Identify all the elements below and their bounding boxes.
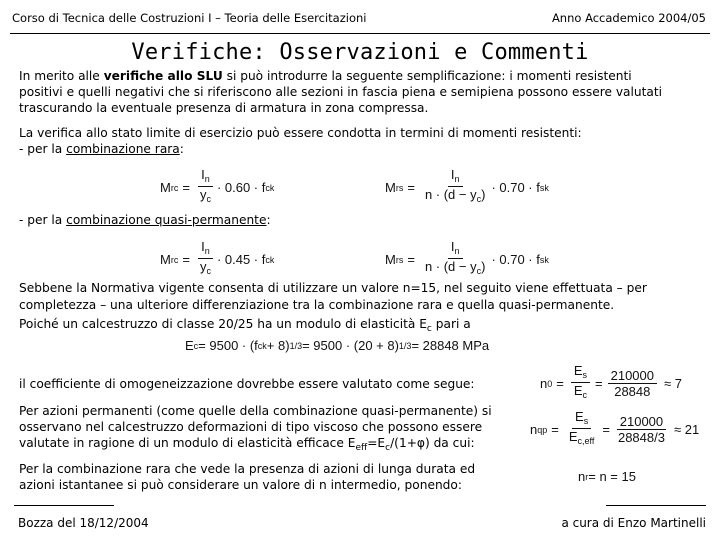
footer-rule-left	[14, 505, 114, 506]
expr: = 9500 · (20 + 8)	[302, 338, 399, 353]
approx: ≈ 21	[673, 422, 700, 437]
sub-sk: sk	[539, 254, 549, 265]
intro-line-3: trascurando la eventuale presenza di armatura in zona compressa.	[19, 101, 429, 115]
sub-0: 0	[547, 378, 553, 389]
text: valutate in ragione di un modulo di elasticità efficace E	[19, 436, 356, 450]
text: Poiché un calcestruzzo di classe 20/25 ha un modulo di elasticità E	[19, 317, 427, 331]
visc-line-3	[19, 435, 475, 456]
exponent: 1/3	[398, 340, 412, 351]
sym-M: M	[385, 252, 396, 267]
sym-I: I	[450, 239, 455, 254]
eq-mrs-qp	[385, 240, 549, 279]
rara-label	[19, 141, 184, 157]
numerator: 210000	[617, 415, 666, 430]
intro-line-1	[19, 68, 632, 84]
sub-qp: qp	[537, 424, 548, 435]
sub-n: n	[204, 174, 210, 184]
equals: =	[407, 252, 415, 267]
sym-E: E	[185, 338, 194, 353]
denominator: 28848	[614, 383, 651, 399]
eq-mrs-rara	[385, 168, 549, 207]
numerator: 210000	[608, 369, 657, 384]
fraction	[422, 240, 489, 279]
sub-c: c	[193, 340, 199, 351]
sym-E: E	[575, 409, 584, 424]
sub-c: c	[206, 266, 211, 276]
sym-y: y	[199, 187, 207, 202]
sub-ck: ck	[257, 340, 267, 351]
sub-n: n	[454, 174, 460, 184]
page-title: Verifiche: Osservazioni e Commenti	[131, 40, 589, 65]
fraction	[566, 410, 598, 449]
eq-nr	[578, 469, 636, 484]
equals: =	[595, 376, 603, 391]
fraction	[197, 168, 214, 207]
omog-text: il coefficiente di omogeneizzazione dovrebbe essere valutato come segue:	[19, 377, 475, 391]
footer-rule-right	[606, 505, 706, 506]
paren: )	[481, 187, 486, 202]
sub-ceff: c,eff	[577, 436, 595, 446]
sub-s: s	[582, 370, 588, 380]
coef: · 0.70 · f	[491, 180, 540, 195]
sym-M: M	[385, 180, 396, 195]
sym-E: E	[573, 363, 583, 378]
equals: =	[551, 422, 559, 437]
fraction	[197, 240, 214, 279]
intro-line-2: positivi e quelli negativi che si riferiscono alle sezioni in fascia piena e semipiena possono essere valutati	[19, 85, 663, 99]
equals: =	[182, 252, 190, 267]
sub-eff: eff	[355, 443, 368, 453]
value: = n = 15	[588, 469, 636, 484]
rara-line-1: Per la combinazione rara che vede la presenza di azioni di lunga durata ed	[19, 462, 476, 476]
qp-colon: :	[266, 213, 271, 227]
qp-underlined: combinazione quasi-permanente	[66, 213, 267, 227]
intro-text-2: si può introdurre la seguente semplificazione: i momenti resistenti	[222, 69, 632, 83]
normativa-line-2: completezza – una ulteriore differenziazione tra la combinazione rara e quella quasi-permanente.	[19, 298, 615, 312]
sym-n: n	[578, 469, 586, 484]
sub-c: c	[385, 443, 391, 453]
sym-y: y	[199, 259, 207, 274]
sub-rc: rc	[170, 182, 179, 193]
rara-line-2: azioni istantanee si può considerare un valore di n intermedio, ponendo:	[19, 478, 462, 492]
sym-E: E	[568, 429, 578, 444]
intro-text: In merito alle	[19, 69, 104, 83]
qp-label	[19, 212, 271, 228]
expr: = 9500 · (f	[198, 338, 258, 353]
equals: =	[182, 180, 190, 195]
rara-prefix: - per la	[19, 142, 67, 156]
den-text: n · (d − y	[424, 259, 477, 274]
rara-colon: :	[179, 142, 184, 156]
sym-M: M	[160, 252, 171, 267]
visc-line-1: Per azioni permanenti (come quelle della combinazione quasi-permanente) si	[19, 404, 492, 418]
paren: )	[481, 259, 486, 274]
approx: ≈ 7	[664, 376, 682, 391]
sub-c: c	[476, 194, 482, 204]
exponent: 1/3	[289, 340, 303, 351]
text: /(1+φ) da cui:	[390, 436, 475, 450]
sym-E: E	[573, 383, 583, 398]
footer-author: a cura di Enzo Martinelli	[561, 516, 706, 530]
equals: =	[407, 180, 415, 195]
eq-n0	[540, 364, 682, 403]
normativa-line-1: Sebbene la Normativa vigente consenta di utilizzare un valore n=15, nel seguito viene effettuata – per	[19, 281, 647, 295]
sub-r: r	[585, 471, 589, 482]
rara-underlined: combinazione rara	[66, 142, 180, 156]
fraction	[571, 364, 590, 403]
intro-bold: verifiche allo SLU	[103, 69, 223, 83]
sym-n: n	[530, 422, 538, 437]
sub-rs: rs	[395, 254, 404, 265]
sub-c: c	[206, 194, 211, 204]
sub-c: c	[476, 266, 482, 276]
header-course: Corso di Tecnica delle Costruzioni I – Teoria delle Esercitazioni	[12, 11, 367, 25]
sub-n: n	[454, 246, 460, 256]
sle-intro: La verifica allo stato limite di esercizio può essere condotta in termini di momenti resistenti:	[19, 126, 582, 140]
sym-M: M	[160, 180, 171, 195]
eq-ec	[185, 338, 489, 353]
sub-rs: rs	[395, 182, 404, 193]
visc-line-2: osservano nel calcestruzzo deformazioni di tipo viscoso che possono essere	[19, 420, 483, 434]
normativa-line-3	[19, 316, 471, 337]
sub-n: n	[204, 246, 210, 256]
sub-rc: rc	[170, 254, 179, 265]
fraction	[615, 415, 668, 445]
sym-I: I	[201, 167, 205, 182]
eq-mrc-rara	[160, 168, 274, 207]
equals: =	[602, 422, 610, 437]
coef: · 0.70 · f	[491, 252, 540, 267]
sym-I: I	[450, 167, 455, 182]
text: =E	[367, 436, 386, 450]
coef: · 0.60 · f	[216, 180, 266, 195]
footer-date: Bozza del 18/12/2004	[18, 516, 149, 530]
text: pari a	[431, 317, 471, 331]
expr: + 8)	[266, 338, 290, 353]
coef: · 0.45 · f	[216, 252, 266, 267]
sym-n: n	[540, 376, 548, 391]
eq-mrc-qp	[160, 240, 274, 279]
den-text: n · (d − y	[424, 187, 477, 202]
denominator: 28848/3	[617, 429, 665, 445]
result: = 28848 MPa	[411, 338, 490, 353]
sub-s: s	[583, 416, 589, 426]
fraction	[608, 369, 657, 399]
eq-nqp	[530, 410, 699, 449]
qp-prefix: - per la	[19, 213, 67, 227]
fraction	[422, 168, 489, 207]
sub-c: c	[582, 390, 588, 400]
header-year: Anno Accademico 2004/05	[551, 11, 706, 25]
sym-I: I	[201, 239, 205, 254]
sub-c: c	[426, 324, 432, 334]
sub-sk: sk	[539, 182, 549, 193]
equals: =	[556, 376, 564, 391]
sub-ck: ck	[265, 254, 275, 265]
header-divider	[10, 33, 710, 34]
sub-ck: ck	[265, 182, 275, 193]
